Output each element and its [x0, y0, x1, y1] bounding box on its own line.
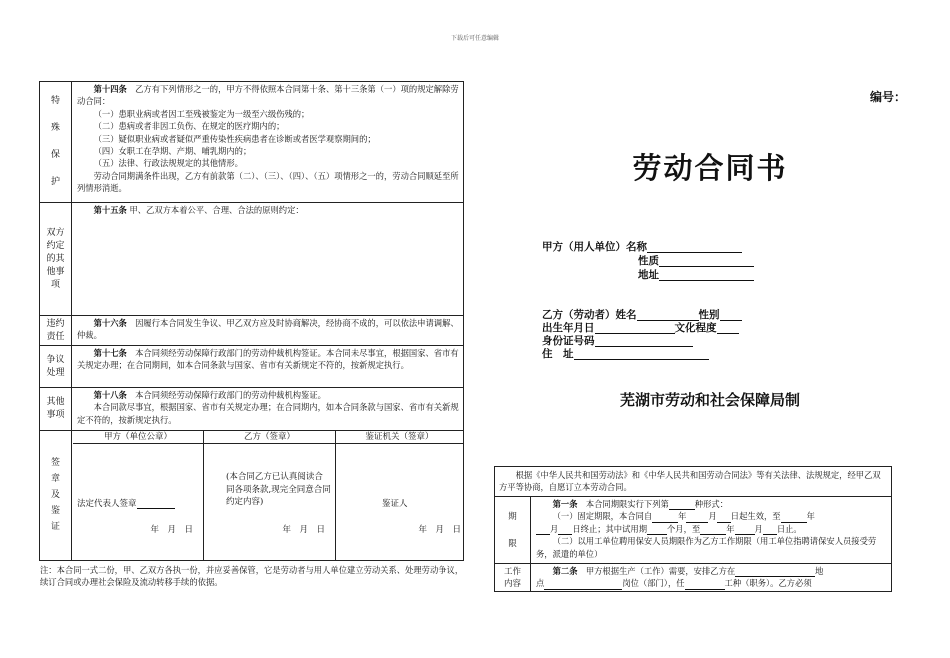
term-row — [495, 497, 891, 564]
contract-front-table — [494, 466, 892, 592]
party-a-name-field: 甲方（用人单位）名称 — [542, 241, 742, 253]
intro-text: 根据《中华人民共和国劳动法》和《中华人民共和国劳动合同法》等有关法律、法规规定，经甲乙双方平等协商，自愿订立本劳动合同。 — [499, 470, 881, 493]
legal-rep-signature-label: 法定代表人签章 — [77, 499, 137, 509]
article-15: 第十五条 甲、乙双方本着公平、合理、合法的原则约定： — [93, 205, 304, 215]
education-line[interactable] — [717, 323, 739, 334]
party-a-name-line[interactable] — [647, 242, 742, 253]
authority-date: 年 月 日 — [418, 525, 461, 535]
party-a-address-field: 地址 — [638, 269, 754, 281]
breach-header: 违约 责任 — [40, 316, 72, 345]
other-matters-header: 其他 事项 — [40, 388, 72, 430]
top-note: 下载后可任意编辑 — [450, 35, 499, 42]
authority-signature: 鉴证机关（签章） 鉴证人 年 月 日 — [365, 432, 461, 535]
party-b-gender-line[interactable] — [720, 310, 742, 321]
party-a-nature-line[interactable] — [659, 256, 754, 267]
article-14: 第十四条 乙方有下列情形之一的，甲方不得依照本合同第十条、第十三条第（一）项的规定解除劳动合同： （一）患职业病或者因工至残被鉴定为一级至六级伤残的； （二）患病或者非因工负伤、在规定的医疗期内的； （三）疑似职业病或者疑似严重传染性疾病患者在诊断或者医学观察期间的； （四）女职工在孕期、产期、哺乳期内的； （五）法律、行政法规规定的其他情形。 劳动合同期满条件出现，乙方有前款第（二）、（三）、（四）、（五）项情形之一的，劳动合同顺延至所列情形消逝。 — [77, 84, 459, 194]
dispute-header: 争议 处理 — [40, 346, 72, 387]
residence-field: 住 址 — [542, 348, 709, 360]
special-protection-row — [40, 82, 463, 203]
signature-header: 签 章 及 鉴 证 — [40, 431, 72, 560]
party-b-note: (本合同乙方已认真阅读合同各项条款,现完全同意合同约定内容) — [226, 472, 331, 507]
signature-row — [40, 431, 463, 560]
party-a-nature-field: 性质 — [638, 255, 754, 267]
other-agreed-header: 双方 约定 的其 他事 项 — [40, 203, 72, 315]
contract-back-table — [39, 81, 464, 561]
birth-date-line[interactable] — [595, 323, 675, 334]
special-protection-header: 特 殊 保 护 — [40, 82, 72, 202]
term-header: 期 限 — [495, 497, 531, 563]
footnote: 注：本合同一式二份，甲、乙双方各执一份，并应妥善保管，它是劳动者与用人单位建立劳动关系、处理劳动争议，续订合同或办理社会保险及流动转移手续的依据。 — [40, 565, 464, 587]
other-agreed-row — [40, 203, 463, 316]
work-header: 工作 内容 — [495, 564, 531, 591]
issuing-bureau: 芜湖市劳动和社会保障局制 — [619, 391, 800, 409]
id-number-line[interactable] — [595, 336, 693, 347]
article-17: 第十七条 本合同须经劳动保障行政部门的劳动仲裁机构签证。本合同未尽事宜，根据国家、省市有关规定办理；在合同期间，如本合同条款与国家、省市有关新规定不符的，按新规定执行。 — [77, 348, 459, 371]
article-2: 第二条 甲方根据生产（工作）需要，安排乙方在 地 点 岗位（部门），任 工种（职务）。乙方必须 — [536, 566, 824, 589]
legal-rep-signature-line[interactable] — [137, 498, 175, 509]
page-title: 劳动合同书 — [632, 151, 788, 185]
party-b-name-line[interactable] — [637, 310, 699, 321]
document-number-label: 编号： — [870, 90, 907, 104]
id-number-field: 身份证号码 — [542, 335, 693, 347]
article-16: 第十六条 因履行本合同发生争议、甲乙双方应及时协商解决，经协商不成的，可以依法申请调解、仲裁。 — [77, 318, 459, 341]
party-b-name-field: 乙方（劳动者）姓名 性别 — [542, 309, 742, 321]
party-a-signature: 甲方（单位公章） 法定代表人签章 年 月 日 — [77, 432, 193, 535]
article-18: 第十八条 本合同须经劳动保障行政部门的劳动仲裁机构鉴证。 本合同款尽事宜，根据国家、省市有关规定办理；在合同期内，如本合同条款与国家、省市有关新规定不符的，按新规定执行。 — [77, 390, 459, 425]
residence-line[interactable] — [574, 349, 709, 360]
party-a-address-line[interactable] — [659, 270, 754, 281]
other-matters-row — [40, 388, 463, 431]
dispute-row — [40, 346, 463, 388]
article-1: 第一条 本合同期限实行下列第 种形式： （一）固定期限，本合同自 年 月 日起生效，至 年 月 日终止；其中试用期 个月，至 年 月 日止。 （二）以用工单位聘用保安人员期限作为乙方工作期限（用工单位指聘请保安人员接受劳务，派遣的单位） — [536, 499, 877, 559]
party-a-date: 年 月 日 — [150, 525, 193, 535]
work-row — [495, 564, 891, 591]
verifier-label: 鉴证人 — [382, 499, 408, 509]
birth-education-field: 出生年月日 文化程度 — [542, 322, 739, 334]
party-b-date: 年 月 日 — [282, 525, 325, 535]
intro-row — [495, 467, 891, 497]
party-b-signature: 乙方（签章） (本合同乙方已认真阅读合同各项条款,现完全同意合同约定内容) 年 月 日 — [226, 432, 331, 535]
breach-row — [40, 316, 463, 346]
